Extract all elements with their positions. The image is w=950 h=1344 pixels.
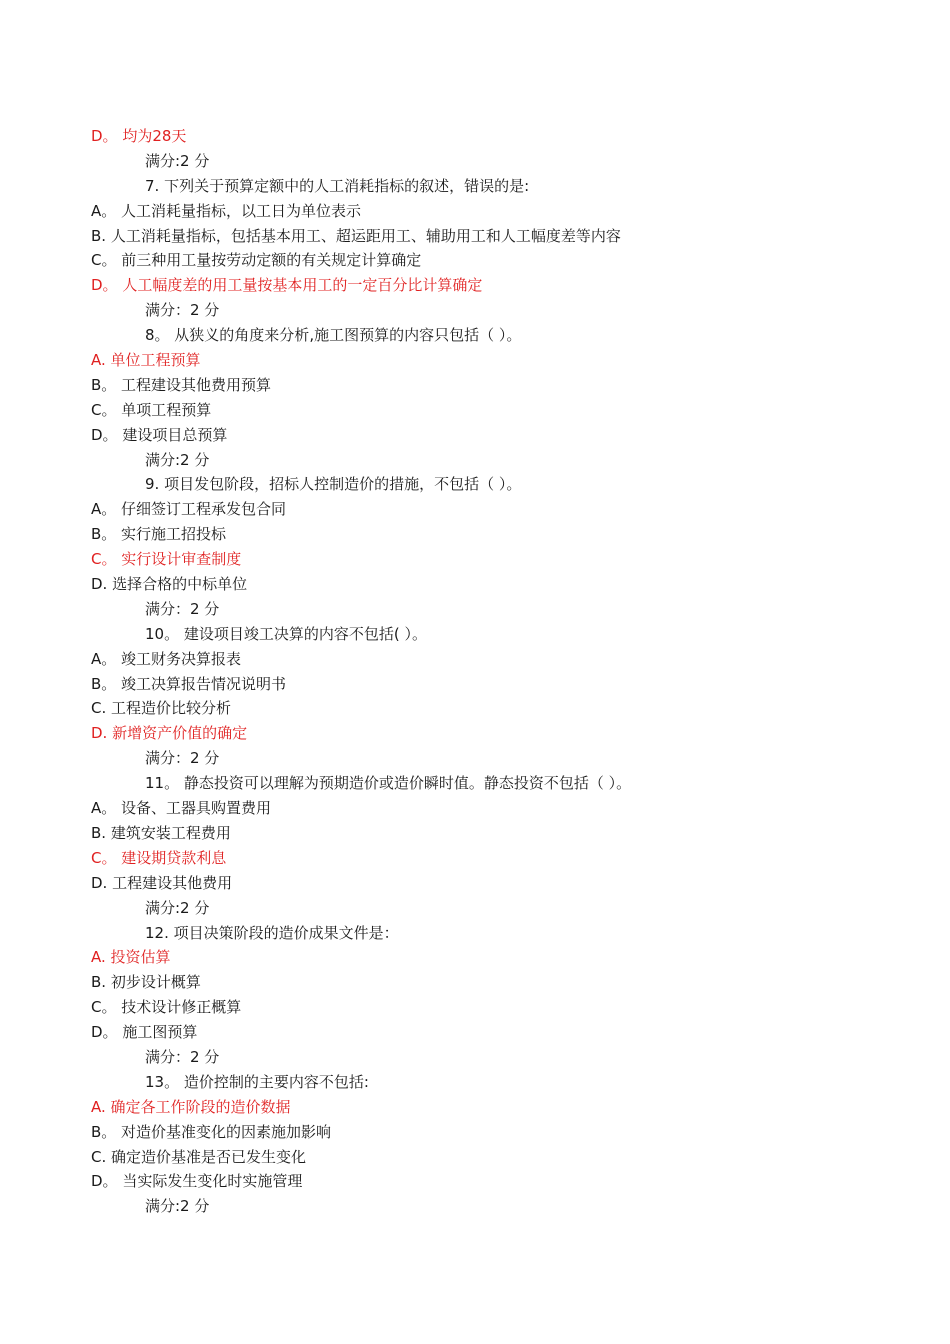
answer-option-correct: A. 确定各工作阶段的造价数据 xyxy=(91,1097,291,1116)
question-text: 8。 从狭义的角度来分析,施工图预算的内容只包括（ ）。 xyxy=(145,326,522,345)
answer-option-correct: D。 人工幅度差的用工量按基本用工的一定百分比计算确定 xyxy=(91,276,483,295)
answer-option: D. 选择合格的中标单位 xyxy=(91,575,248,594)
answer-option: D。 当实际发生变化时实施管理 xyxy=(91,1172,303,1191)
answer-option: B. 建筑安装工程费用 xyxy=(91,823,231,842)
answer-option: B。 对造价基准变化的因素施加影响 xyxy=(91,1122,332,1141)
score-label: 满分:2 分 xyxy=(145,898,210,917)
answer-option: B. 初步设计概算 xyxy=(91,973,201,992)
answer-option: D. 工程建设其他费用 xyxy=(91,873,233,892)
answer-option-correct: D。 均为28天 xyxy=(91,127,187,145)
answer-option: D。 施工图预算 xyxy=(91,1023,198,1042)
answer-option-correct: A. 投资估算 xyxy=(91,948,171,967)
score-label: 满分:2 分 xyxy=(145,1197,210,1216)
answer-option: C。 单项工程预算 xyxy=(91,400,212,419)
document-page xyxy=(0,124,950,1219)
answer-option-correct: C。 建设期贷款利息 xyxy=(91,848,227,867)
score-label: 满分:2 分 xyxy=(145,151,210,170)
answer-option: C。 技术设计修正概算 xyxy=(91,998,242,1017)
question-text: 10。 建设项目竣工决算的内容不包括( ）。 xyxy=(145,624,427,643)
answer-option: A。 设备、工器具购置费用 xyxy=(91,799,272,818)
question-text: 9. 项目发包阶段，招标人控制造价的措施，不包括（ ）。 xyxy=(145,475,522,494)
question-text: 7. 下列关于预算定额中的人工消耗指标的叙述，错误的是: xyxy=(145,176,530,195)
answer-option: B。 竣工决算报告情况说明书 xyxy=(91,674,287,693)
question-text: 12. 项目决策阶段的造价成果文件是： xyxy=(145,923,399,942)
score-label: 满分：2 分 xyxy=(145,1047,220,1066)
answer-option-correct: D. 新增资产价值的确定 xyxy=(91,724,248,743)
score-label: 满分：2 分 xyxy=(145,749,220,768)
answer-option: B。 工程建设其他费用预算 xyxy=(91,375,272,394)
answer-option: A。 人工消耗量指标，以工日为单位表示 xyxy=(91,201,362,220)
score-label: 满分：2 分 xyxy=(145,301,220,320)
answer-option: C。 前三种用工量按劳动定额的有关规定计算确定 xyxy=(91,251,422,270)
answer-option: B。 实行施工招投标 xyxy=(91,525,227,544)
answer-option-correct: A. 单位工程预算 xyxy=(91,351,201,370)
answer-option: A。 竣工财务决算报表 xyxy=(91,649,242,668)
answer-option: C. 工程造价比较分析 xyxy=(91,699,232,718)
question-text: 13。 造价控制的主要内容不包括: xyxy=(145,1072,369,1091)
answer-option: D。 建设项目总预算 xyxy=(91,425,228,444)
answer-option-correct: C。 实行设计审查制度 xyxy=(91,550,242,569)
answer-option: C. 确定造价基准是否已发生变化 xyxy=(91,1147,307,1166)
score-label: 满分：2 分 xyxy=(145,599,220,618)
score-label: 满分:2 分 xyxy=(145,450,210,469)
answer-option: B. 人工消耗量指标，包括基本用工、超运距用工、辅助用工和人工幅度差等内容 xyxy=(91,226,621,245)
answer-option: A。 仔细签订工程承发包合同 xyxy=(91,500,287,519)
question-text: 11。 静态投资可以理解为预期造价或造价瞬时值。静态投资不包括（ ）。 xyxy=(145,774,632,793)
